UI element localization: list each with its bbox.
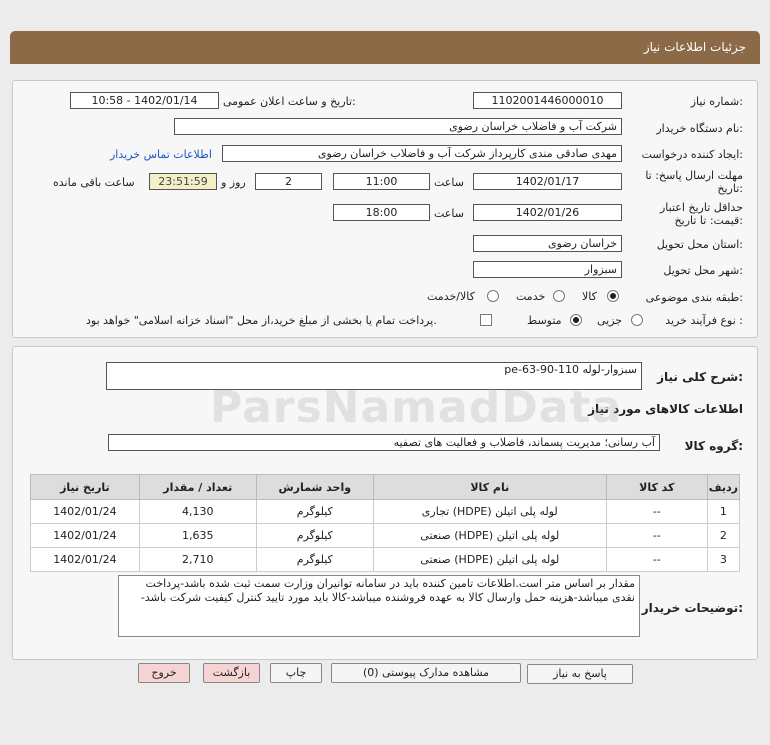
category-option-goods-service: کالا/خدمت [427, 290, 475, 303]
announce-field: 1402/01/14 - 10:58 [70, 92, 219, 109]
category-radio-goods-service[interactable] [487, 290, 499, 302]
buyer-label: نام دستگاه خریدار: [656, 122, 743, 135]
goods-group-label: گروه کالا: [684, 439, 743, 453]
deadline-time-label: ساعت [434, 176, 464, 189]
process-option-medium: متوسط [527, 314, 562, 327]
quantity: 2,710 [139, 548, 256, 572]
validity-date-field: 1402/01/26 [473, 204, 622, 221]
quantity: 1,635 [139, 524, 256, 548]
validity-time-label: ساعت [434, 207, 464, 220]
goods-group-field: آب رسانی؛ مدیریت پسماند، فاضلاب و فعالیت های تصفیه [108, 434, 660, 451]
creator-label: ایجاد کننده درخواست: [641, 148, 743, 161]
city-field: سبزوار [473, 261, 622, 278]
buyer-field: شرکت آب و فاضلاب خراسان رضوی [174, 118, 622, 135]
process-label: نوع فرآیند خرید : [665, 314, 743, 327]
unit: کیلوگرم [256, 548, 373, 572]
col-goods-code: کد کالا [606, 475, 707, 500]
treasury-payment-checkbox[interactable] [480, 314, 492, 326]
city-label: شهر محل تحویل: [663, 264, 743, 277]
goods-table-header-row [31, 475, 740, 500]
process-option-minor: جزیی [597, 314, 623, 327]
need-number-label: شماره نیاز: [690, 95, 743, 108]
process-radio-minor[interactable] [631, 314, 643, 326]
row-number: 3 [707, 548, 739, 572]
category-radio-service[interactable] [553, 290, 565, 302]
deadline-label-date: تاریخ: [717, 182, 743, 195]
creator-field: مهدی صادقی مندی کارپرداز شرکت آب و فاضلاب خراسان رضوی [222, 145, 622, 162]
unit: کیلوگرم [256, 500, 373, 524]
need-title-field: سبزوار-لوله 110-90-63-pe [106, 362, 642, 390]
need-date: 1402/01/24 [31, 524, 140, 548]
announce-label: تاریخ و ساعت اعلان عمومی: [223, 95, 356, 108]
goods-code: -- [606, 548, 707, 572]
goods-table [30, 474, 740, 572]
page-header [10, 31, 760, 64]
view-attachments-button[interactable]: مشاهده مدارک پیوستی (0) [331, 663, 521, 683]
validity-label: حداقل تاریخ اعتبار [659, 201, 743, 214]
goods-code: -- [606, 500, 707, 524]
col-quantity: تعداد / مقدار [139, 475, 256, 500]
treasury-payment-note: پرداخت تمام یا بخشی از مبلغ خرید،از محل "اسناد خزانه اسلامی" خواهد بود. [86, 314, 437, 327]
validity-label-date: قیمت: تا تاریخ: [674, 214, 743, 227]
row-number: 1 [707, 500, 739, 524]
buyer-description-label: توضیحات خریدار: [641, 601, 743, 615]
category-option-service: خدمت [516, 290, 546, 303]
col-row-number: ردیف [707, 475, 739, 500]
deadline-date-field: 1402/01/17 [473, 173, 622, 190]
col-goods-name: نام کالا [373, 475, 606, 500]
category-label: طبقه بندی موضوعی: [645, 291, 743, 304]
deadline-label: مهلت ارسال پاسخ: تا [645, 169, 743, 182]
need-number-field: 1102001446000010 [473, 92, 622, 109]
validity-time-field: 18:00 [333, 204, 430, 221]
time-remaining-label: ساعت باقی مانده [53, 176, 135, 189]
buyer-contact-link[interactable]: اطلاعات تماس خریدار [110, 148, 212, 161]
need-date: 1402/01/24 [31, 548, 140, 572]
col-unit: واحد شمارش [256, 475, 373, 500]
need-title-label: شرح کلی نیاز: [657, 370, 743, 384]
category-option-goods: کالا [582, 290, 597, 303]
days-remaining-field: 2 [255, 173, 322, 190]
buyer-description-box: مقدار بر اساس متر است.اطلاعات تامین کننده باید در سامانه توانیران وزارت سمت ثبت شده باشد-پرداخت نقدی میباشد-هزینه حمل وارسال کالا به عهده فروشنده میباشد-کالا باید مورد تایید کنترل کیفیت شرکت باشد- [118, 575, 640, 637]
back-button[interactable]: بازگشت [203, 663, 260, 683]
goods-name: لوله پلی اتیلن (HDPE) صنعتی [373, 548, 606, 572]
time-remaining-field: 23:51:59 [149, 173, 217, 190]
table-row [31, 524, 740, 548]
process-radio-medium[interactable] [570, 314, 582, 326]
need-date: 1402/01/24 [31, 500, 140, 524]
page-title: جزئیات اطلاعات نیاز [643, 40, 746, 54]
exit-button[interactable]: خروج [138, 663, 190, 683]
province-label: استان محل تحویل: [656, 238, 743, 251]
reply-button[interactable]: پاسخ به نیاز [527, 664, 633, 684]
table-row [31, 548, 740, 572]
province-field: خراسان رضوی [473, 235, 622, 252]
unit: کیلوگرم [256, 524, 373, 548]
table-row [31, 500, 740, 524]
goods-name: لوله پلی اتیلن (HDPE) تجاری [373, 500, 606, 524]
row-number: 2 [707, 524, 739, 548]
goods-info-title: اطلاعات کالاهای مورد نیاز [588, 402, 743, 416]
category-radio-goods[interactable] [607, 290, 619, 302]
watermark-text: ParsNamadData [210, 382, 623, 433]
print-button[interactable]: چاپ [270, 663, 322, 683]
quantity: 4,130 [139, 500, 256, 524]
goods-code: -- [606, 524, 707, 548]
days-label: روز و [221, 176, 246, 189]
col-need-date: تاریخ نیاز [31, 475, 140, 500]
goods-name: لوله پلی اتیلن (HDPE) صنعتی [373, 524, 606, 548]
deadline-time-field: 11:00 [333, 173, 430, 190]
